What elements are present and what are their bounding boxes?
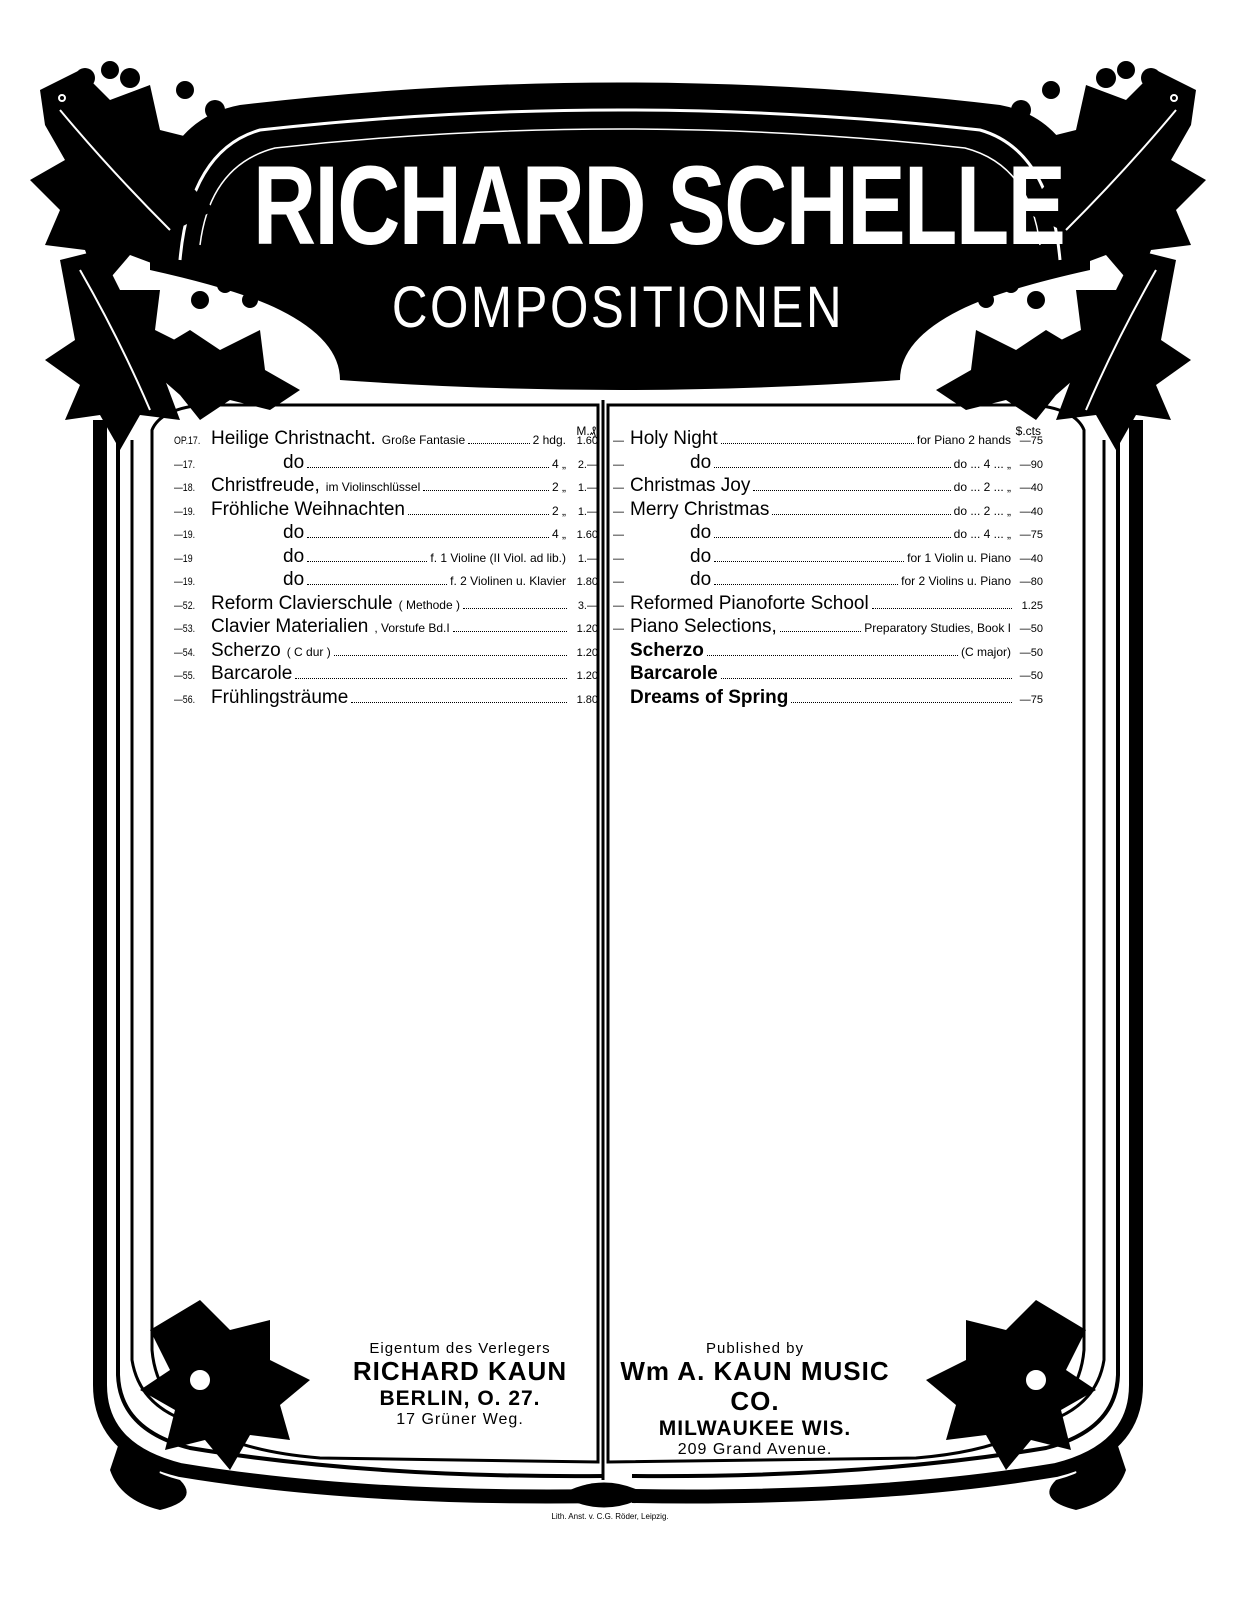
- catalogue-row: [613, 428, 1043, 452]
- row-dash: —: [613, 458, 624, 471]
- opus-number: —19: [174, 552, 193, 565]
- row-dash: —: [613, 505, 624, 518]
- price: —50: [1019, 670, 1043, 682]
- dot-leader: [772, 514, 950, 515]
- dot-leader: [714, 561, 904, 562]
- work-title: do: [283, 545, 305, 567]
- price: 1.20: [576, 623, 598, 635]
- english-catalogue: [613, 424, 1043, 710]
- row-dash: —: [613, 552, 624, 565]
- edition-note: do ... 2 ... „: [953, 503, 1011, 518]
- dot-leader: [872, 608, 1012, 609]
- publisher-city: BERLIN, O. 27.: [379, 1386, 541, 1410]
- work-subtitle: im Violinschlüssel: [325, 480, 421, 494]
- dot-leader: [423, 490, 549, 491]
- price: —80: [1019, 576, 1043, 588]
- printer-credit: Lith. Anst. v. C.G. Röder, Leipzig.: [551, 1512, 669, 1521]
- publisher-address: 17 Grüner Weg.: [396, 1411, 524, 1429]
- dot-leader: [334, 655, 567, 656]
- price: 1.60: [576, 529, 598, 541]
- work-subtitle: ( C dur ): [286, 644, 331, 659]
- price: 1.—: [577, 482, 598, 494]
- price: —50: [1019, 623, 1043, 635]
- opus-number: —19.: [174, 576, 196, 588]
- composer-title: RICHARD SCHELLE: [252, 143, 1065, 268]
- dot-leader: [780, 631, 861, 632]
- edition-note: f. 1 Violine (II Viol. ad lib.): [430, 550, 566, 565]
- price: 1.25: [1021, 599, 1043, 612]
- work-title: Dreams of Spring: [630, 686, 789, 708]
- german-catalogue-list: [174, 428, 598, 710]
- edition-note: do ... 4 ... „: [953, 456, 1011, 471]
- dot-leader: [307, 561, 427, 562]
- dot-leader: [463, 608, 567, 609]
- catalogue-row: [174, 640, 598, 664]
- work-title: Piano Selections,: [630, 616, 777, 637]
- price: 2.—: [577, 458, 598, 471]
- price: —40: [1019, 505, 1043, 518]
- work-title: do: [690, 522, 712, 543]
- work-title: Scherzo: [211, 639, 281, 661]
- opus-number: —53.: [174, 623, 196, 635]
- dot-leader: [714, 467, 951, 468]
- edition-note: do ... 2 ... „: [953, 480, 1011, 494]
- edition-note: Preparatory Studies, Book I: [864, 621, 1011, 635]
- edition-note: f. 2 Violinen u. Klavier: [450, 574, 566, 588]
- work-title: Clavier Materialien: [211, 616, 369, 637]
- publisher-name: Wm A. KAUN MUSIC CO.: [620, 1356, 890, 1416]
- publisher-name: RICHARD KAUN: [352, 1356, 568, 1386]
- catalogue-row: [174, 428, 598, 452]
- dot-leader: [453, 631, 567, 632]
- row-dash: —: [613, 623, 624, 635]
- compositions-subtitle: COMPOSITIONEN: [391, 275, 845, 340]
- work-title: Reform Clavierschule: [211, 592, 393, 614]
- price: —75: [1019, 693, 1043, 706]
- work-title: Heilige Christnacht.: [211, 428, 376, 449]
- catalogue-row: [174, 452, 598, 476]
- edition-note: 4 „: [551, 456, 566, 471]
- english-catalogue-list: [613, 428, 1043, 710]
- price: —75: [1019, 529, 1043, 541]
- work-title: Merry Christmas: [630, 498, 770, 520]
- dot-leader: [721, 443, 914, 444]
- catalogue-row: [613, 687, 1043, 711]
- price: 1.80: [576, 693, 598, 706]
- opus-number: —19.: [174, 505, 196, 518]
- catalogue-row: [174, 616, 598, 640]
- price: —90: [1019, 458, 1043, 471]
- dot-leader: [721, 678, 1012, 679]
- work-title: do: [283, 522, 305, 543]
- row-dash: —: [613, 576, 624, 588]
- opus-number: —18.: [174, 482, 196, 494]
- dot-leader: [707, 655, 958, 656]
- work-title: Holy Night: [630, 428, 718, 449]
- currency-label-marks: M.₰: [576, 424, 596, 438]
- dot-leader: [714, 584, 898, 585]
- price: 1.20: [576, 646, 598, 659]
- german-publisher-imprint: [330, 1340, 590, 1429]
- price: 1.60: [576, 435, 598, 447]
- work-subtitle: Große Fantasie: [381, 433, 466, 447]
- edition-note: (C major): [961, 644, 1011, 659]
- edition-note: 2 hdg.: [532, 433, 566, 447]
- opus-number: OP.17.: [174, 435, 201, 447]
- opus-number: —55.: [174, 670, 196, 682]
- dot-leader: [468, 443, 530, 444]
- edition-note: 2 „: [551, 480, 566, 494]
- work-title: Christmas Joy: [630, 475, 751, 496]
- price: 1.—: [577, 505, 598, 518]
- price: 3.—: [577, 599, 598, 612]
- american-publisher-imprint: [610, 1340, 900, 1459]
- price: —40: [1019, 552, 1043, 565]
- dot-leader: [351, 702, 567, 703]
- catalogue-row: [613, 663, 1043, 687]
- title-banner: [150, 143, 1086, 341]
- price: —75: [1019, 435, 1043, 447]
- work-title: do: [283, 569, 305, 590]
- edition-note: for 1 Violin u. Piano: [907, 550, 1011, 565]
- edition-note: for Piano 2 hands: [916, 433, 1011, 447]
- catalogue-row: [613, 499, 1043, 523]
- work-title: do: [283, 451, 305, 473]
- dot-leader: [791, 702, 1012, 703]
- imprint-property-note: Eigentum des Verlegers: [369, 1340, 551, 1357]
- work-title: Barcarole: [630, 663, 718, 684]
- catalogue-row: [613, 452, 1043, 476]
- dot-leader: [408, 514, 549, 515]
- catalogue-row: [613, 475, 1043, 499]
- price: 1.20: [576, 670, 598, 682]
- work-title: Reformed Pianoforte School: [630, 592, 869, 614]
- opus-number: —52.: [174, 599, 196, 612]
- catalogue-row: [174, 546, 598, 570]
- price: 1.80: [576, 576, 598, 588]
- opus-number: —19.: [174, 529, 196, 541]
- work-title: do: [690, 569, 712, 590]
- opus-number: —56.: [174, 693, 196, 706]
- work-subtitle: ( Methode ): [398, 597, 460, 612]
- dot-leader: [307, 584, 447, 585]
- edition-note: 2 „: [551, 503, 566, 518]
- work-subtitle: , Vorstufe Bd.I: [374, 621, 450, 635]
- work-title: Scherzo: [630, 639, 704, 661]
- dot-leader: [307, 537, 549, 538]
- imprint-published-by: Published by: [706, 1340, 804, 1357]
- work-title: Frühlingsträume: [211, 686, 349, 708]
- catalogue-row: [613, 546, 1043, 570]
- catalogue-row: [174, 569, 598, 593]
- edition-note: 4 „: [551, 527, 566, 541]
- row-dash: —: [613, 482, 624, 494]
- catalogue-row: [174, 475, 598, 499]
- edition-note: for 2 Violins u. Piano: [901, 574, 1011, 588]
- dot-leader: [753, 490, 950, 491]
- catalogue-row: [174, 499, 598, 523]
- opus-number: —54.: [174, 646, 196, 659]
- catalogue-row: [174, 687, 598, 711]
- dot-leader: [307, 467, 549, 468]
- currency-label-dollars: $.cts: [1015, 424, 1041, 438]
- price: —50: [1019, 646, 1043, 659]
- catalogue-row: [174, 593, 598, 617]
- price: 1.—: [577, 552, 598, 565]
- catalogue-row: [174, 522, 598, 546]
- work-title: Fröhliche Weihnachten: [211, 498, 405, 520]
- row-dash: —: [613, 599, 624, 612]
- work-title: do: [690, 545, 712, 567]
- catalogue-row: [174, 663, 598, 687]
- opus-number: —17.: [174, 458, 196, 471]
- edition-note: do ... 4 ... „: [953, 527, 1011, 541]
- publisher-address: 209 Grand Avenue.: [677, 1440, 833, 1458]
- row-dash: —: [613, 435, 624, 447]
- dot-leader: [714, 537, 951, 538]
- catalogue-row: [613, 616, 1043, 640]
- dot-leader: [295, 678, 567, 679]
- catalogue-row: [613, 569, 1043, 593]
- work-title: Barcarole: [211, 663, 293, 684]
- work-title: Christfreude,: [211, 475, 320, 496]
- catalogue-row: [613, 522, 1043, 546]
- publisher-city: MILWAUKEE WIS.: [658, 1416, 852, 1440]
- price: —40: [1019, 482, 1043, 494]
- catalogue-row: [613, 640, 1043, 664]
- catalogue-row: [613, 593, 1043, 617]
- german-catalogue: [174, 424, 598, 710]
- work-title: do: [690, 451, 712, 473]
- row-dash: —: [613, 529, 624, 541]
